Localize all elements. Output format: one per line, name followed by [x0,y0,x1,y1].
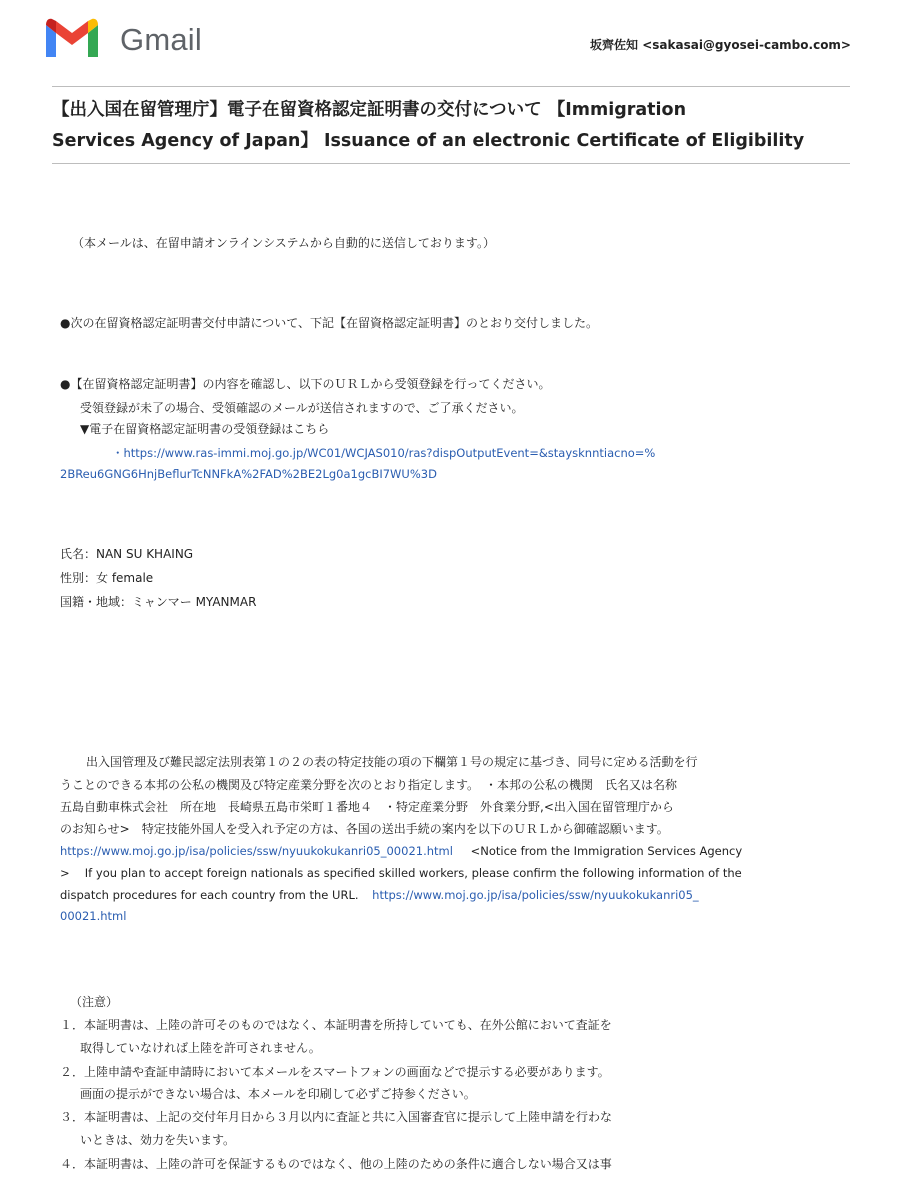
designation-line-6: > If you plan to accept foreign nationals as specified skilled workers, please confirm the following information of the [60,866,742,880]
subject-divider [52,163,850,164]
moj-link-1[interactable]: https://www.moj.go.jp/isa/policies/ssw/nyuukokukanri05_00021.html [60,844,453,858]
note-1-line-1: １．本証明書は、上陸の許可そのものではなく、本証明書を所持していても、在外公館において査証を [60,1018,612,1032]
registration-link-line-2[interactable]: 2BReu6GNG6HnjBeflurTcNNFkA%2FAD%2BE2Lg0a1gcBI7WU%3D [60,467,437,481]
note-1-line-2: 取得していなければ上陸を許可されません。 [80,1041,321,1055]
dispatch-text: dispatch procedures for each country from the URL. [60,888,359,902]
notice-intro: <Notice from the Immigration Services Agency [470,844,743,858]
note-3-line-2: いときは、効力を失います。 [80,1133,236,1147]
bullet-confirm-line-3: ▼電子在留資格認定証明書の受領登録はこちら [80,422,330,436]
designation-line-1: 出入国管理及び難民認定法別表第１の２の表の特定技能の項の下欄第１号の規定に基づき、同号に定める活動を行 [86,755,698,769]
bullet-issued: ●次の在留資格認定証明書交付申請について、下記【在留資格認定証明書】のとおり交付しました。 [60,316,598,330]
designation-line-2: うことのできる本邦の公私の機関及び特定産業分野を次のとおり指定します。 ・本邦の公私の機関 氏名又は名称 [60,778,678,792]
notes-heading: （注意） [70,995,119,1009]
designation-line-7 [60,887,699,903]
subject-line-2: Services Agency of Japan】 Issuance of an electronic Certificate of Eligibility [52,131,805,151]
note-3-line-1: ３．本証明書は、上記の交付年月日から３月以内に査証と共に入国審査官に提示して上陸申請を行わな [60,1110,613,1124]
bullet-confirm-line-2: 受領登録が未了の場合、受領確認のメールが送信されますので、ご了承ください。 [80,401,524,415]
moj-link-2-part-2[interactable]: 00021.html [60,909,127,923]
designation-line-4: のお知らせ> 特定技能外国人を受入れ予定の方は、各国の送出手続の案内を以下のＵＲＬから御確認願います。 [60,822,669,836]
applicant-nationality: 国籍・地域：ミャンマー MYANMAR [60,595,257,609]
bullet-confirm-line-1: ●【在留資格認定証明書】の内容を確認し、以下のＵＲＬから受領登録を行ってください。 [60,377,551,391]
note-2-line-2: 画面の提示ができない場合は、本メールを印刷して必ずご持参ください。 [80,1087,476,1101]
moj-link-2-part-1[interactable]: https://www.moj.go.jp/isa/policies/ssw/nyuukokukanri05_ [372,888,699,902]
email-header [0,0,898,86]
applicant-sex: 性別：女 female [60,571,154,585]
auto-notice: （本メールは、在留申請オンラインシステムから自動的に送信しております。） [72,236,495,250]
email-subject [52,95,852,157]
subject-line-1: 【出入国在留管理庁】電子在留資格認定証明書の交付について 【Immigration [52,100,687,120]
note-2-line-1: ２．上陸申請や査証申請時において本メールをスマートフォンの画面などで提示する必要があります。 [60,1065,610,1079]
gmail-wordmark: Gmail [120,22,202,57]
gmail-m-icon[interactable] [44,17,100,61]
designation-line-3: 五島自動車株式会社 所在地 長崎県五島市栄町１番地４ ・特定産業分野 外食業分野,<出入国在留管理庁から [60,800,674,814]
sender-address[interactable]: 坂齊佐知 <sakasai@gyosei-cambo.com> [590,38,851,52]
applicant-name: 氏名：NAN SU KHAING [60,547,194,561]
registration-link-line-1[interactable]: ・https://www.ras-immi.moj.go.jp/WC01/WCJAS010/ras?dispOutputEvent=&staysknntiacno=% [112,446,656,460]
header-divider [52,86,850,87]
designation-line-5 [60,843,742,859]
note-4-line-1: ４．本証明書は、上陸の許可を保証するものではなく、他の上陸のための条件に適合しない場合又は事 [60,1157,612,1171]
